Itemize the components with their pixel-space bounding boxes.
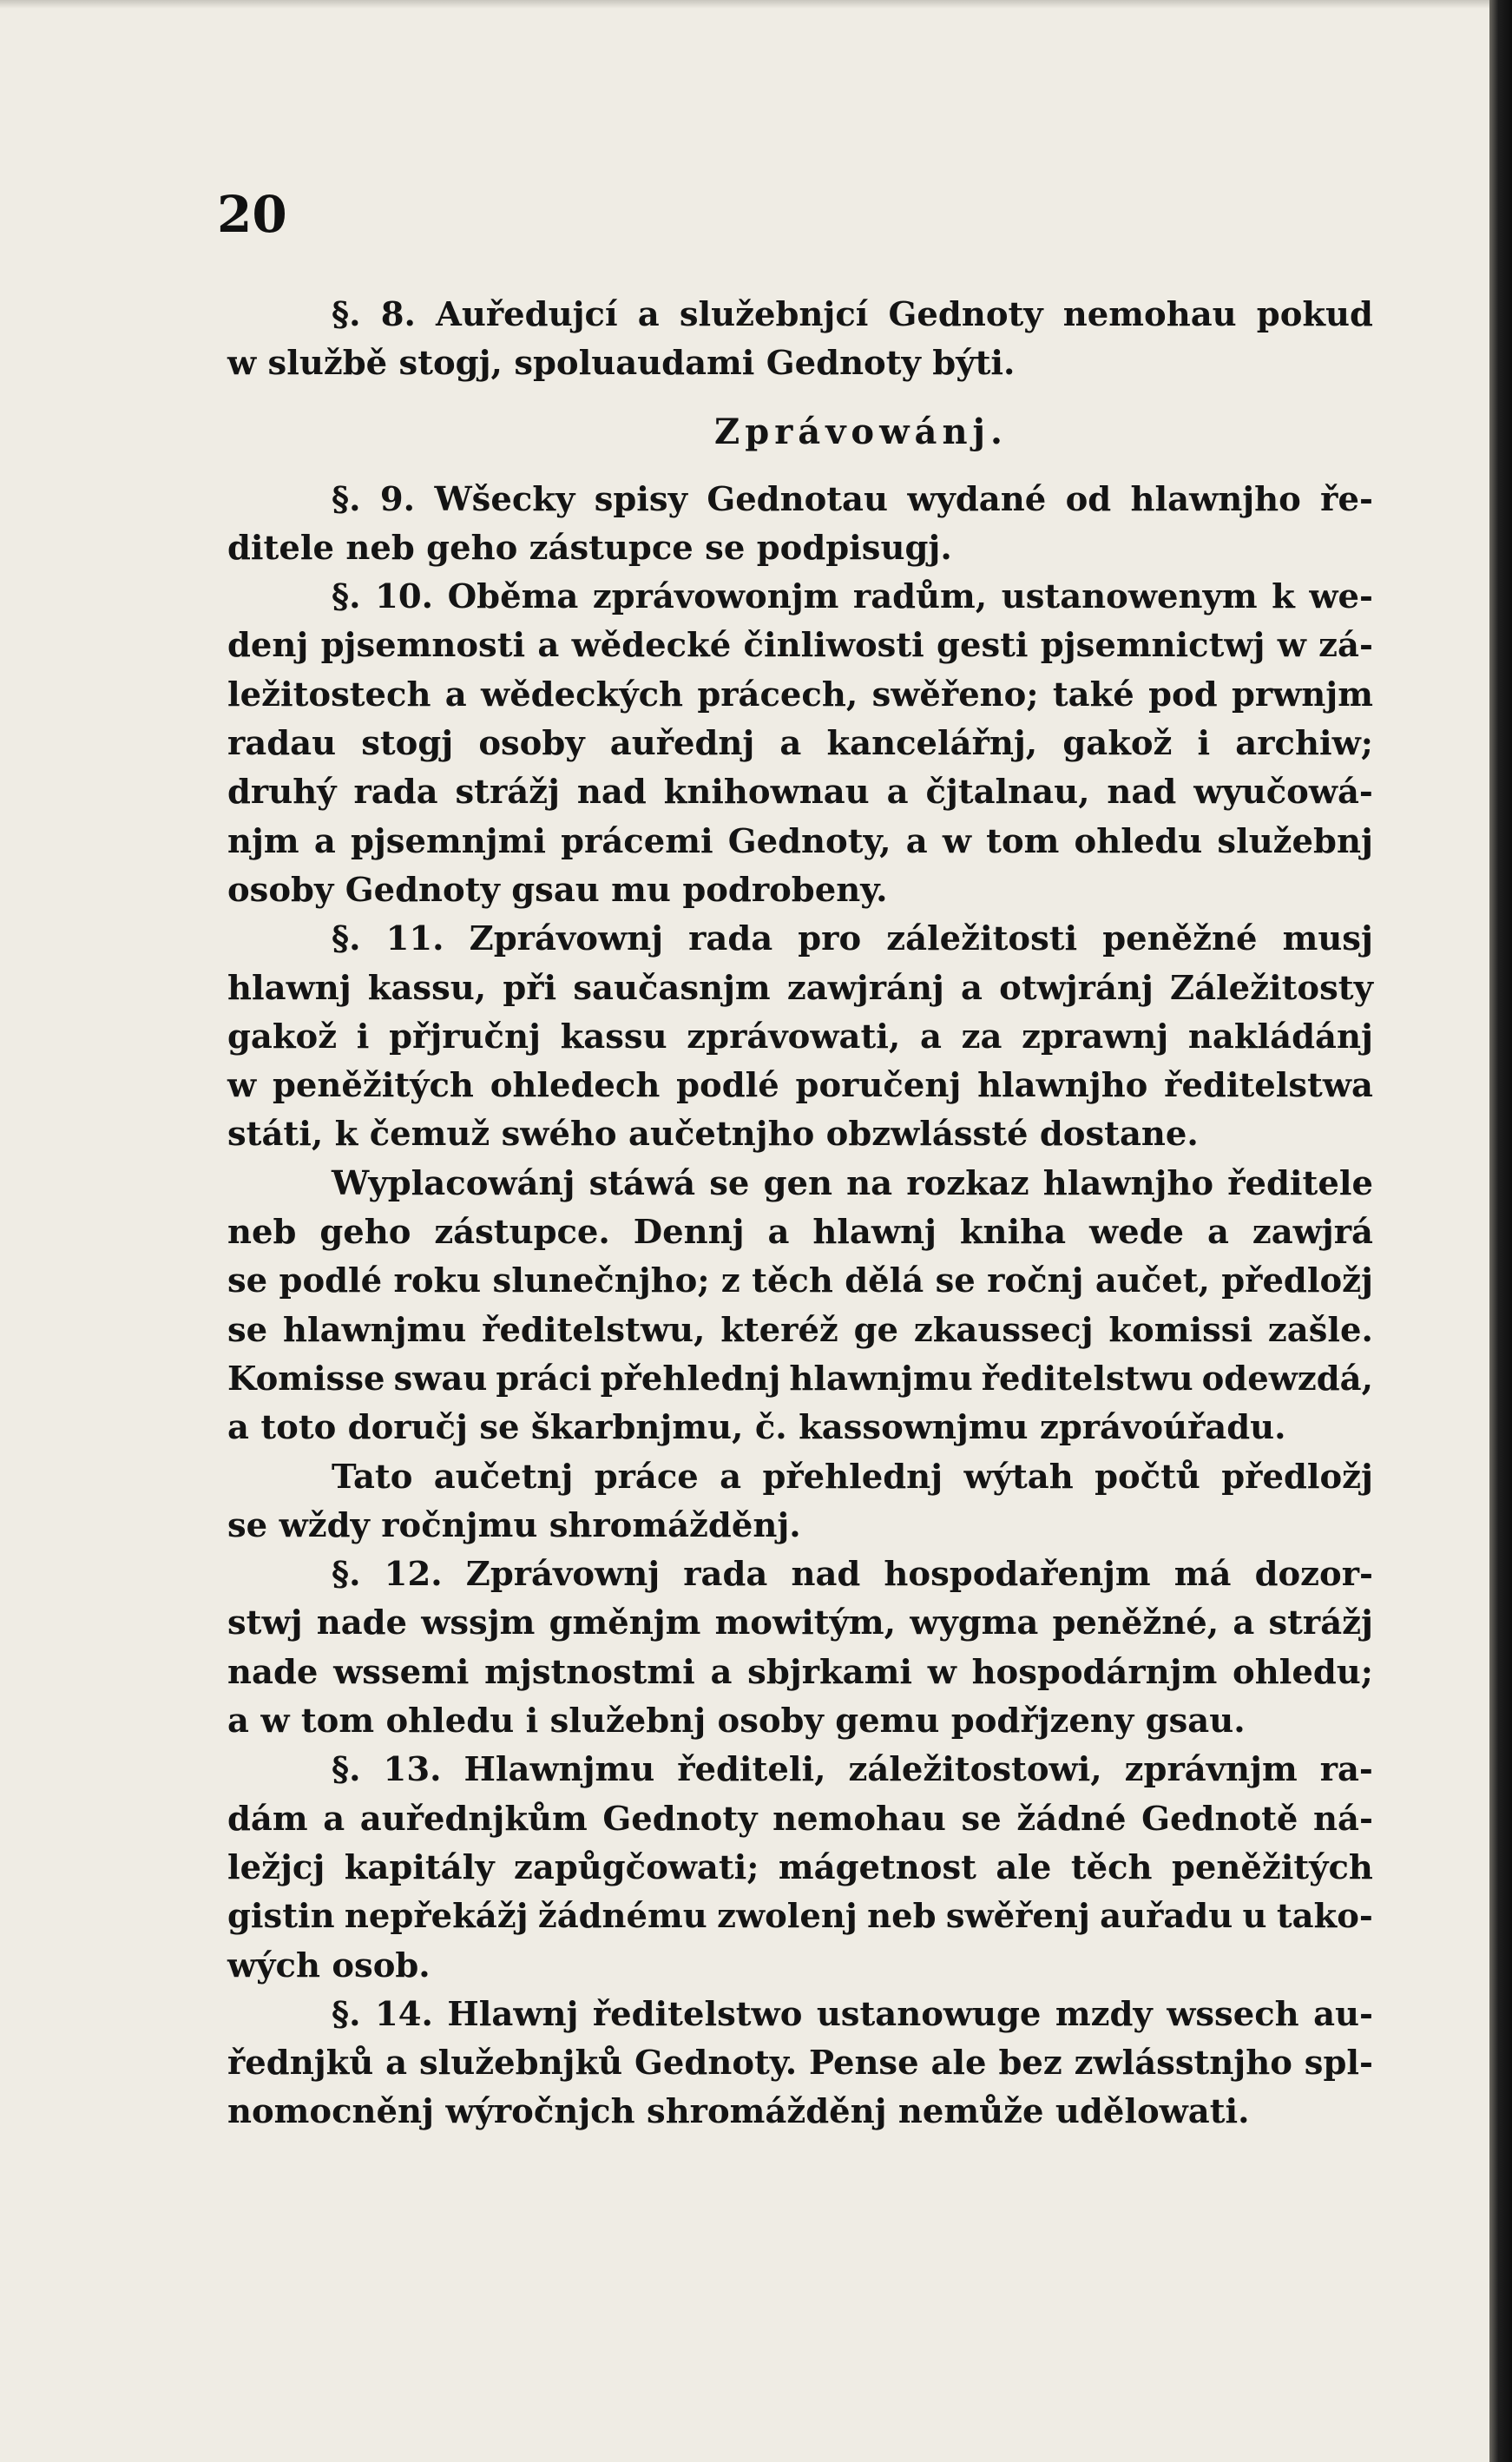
text-line: §. 11. Zprávownj rada pro záležitosti peněžné musj [332,919,1373,959]
text-line: nade wssemi mjstnostmi a sbjrkami w hospodárnjm ohledu; [227,1652,1373,1692]
text-line: se wždy ročnjmu shromážděnj. [227,1505,801,1545]
text-line: ditele neb geho zástupce se podpisugj. [227,528,952,568]
text-line: dám a auřednjkům Gednoty nemohau se žádné Gednotě ná- [227,1799,1373,1839]
text-line: státi, k čemuž swého aučetnjho obzwlássté dostane. [227,1115,1199,1155]
text-line: se podlé roku slunečnjho; z těch dělá se ročnj aučet, předložj [227,1261,1373,1301]
text-line: §. 13. Hlawnjmu řediteli, záležitostowi, zprávnjm ra- [332,1750,1373,1790]
page-binding-edge [1489,0,1512,2462]
text-line: Tato aučetnj práce a přehlednj wýtah počtů předložj [332,1457,1373,1497]
text-line: neb geho zástupce. Dennj a hlawnj kniha wede a zawjrá [227,1213,1373,1253]
text-line: stwj nade wssjm gměnjm mowitým, wygma peněžné, a strážj [227,1603,1373,1643]
text-line: osoby Gednoty gsau mu podrobeny. [227,870,888,910]
body-text [227,291,1373,2137]
text-line: Komisse swau práci přehlednj hlawnjmu ředitelstwu odewzdá, [227,1359,1373,1399]
text-line: a w tom ohledu i služebnj osoby gemu podřjzeny gsau. [227,1702,1246,1741]
text-line: a toto doručj se škarbnjmu, č. kassownjmu zprávoúřadu. [227,1408,1286,1448]
text-line: hlawnj kassu, při saučasnjm zawjránj a otwjránj Záležitosty [227,968,1373,1008]
section-heading: Zprávowánj. [714,411,1008,452]
page-number: 20 [217,185,287,244]
text-line: §. 8. Auředujcí a služebnjcí Gednoty nemohau pokud [332,295,1373,334]
text-line: w službě stogj, spoluaudami Gednoty býti. [227,344,1016,384]
text-line: nomocněnj wýročnjch shromážděnj nemůže udělowati. [227,2092,1250,2132]
text-line: ležitostech a wědeckých prácech, swěřeno; také pod prwnjm [227,675,1373,714]
text-line: wých osob. [227,1945,431,1985]
text-line: radau stogj osoby auřednj a kancelářnj, gakož i archiw; [227,724,1373,764]
text-line: se hlawnjmu ředitelstwu, kteréž ge zkaussecj komissi zašle. [227,1310,1373,1350]
text-line: ležjcj kapitály zapůgčowati; mágetnost ale těch peněžitých [227,1847,1373,1887]
text-line: njm a pjsemnjmi prácemi Gednoty, a w tom ohledu služebnj [227,821,1373,861]
text-line: gakož i přjručnj kassu zprávowati, a za zprawnj nakládánj [227,1017,1373,1057]
text-line: §. 10. Oběma zprávowonjm radům, ustanowenym k we- [332,577,1373,617]
text-line: druhý rada strážj nad knihownau a čjtalnau, nad wyučowá- [227,773,1373,813]
text-line: §. 14. Hlawnj ředitelstwo ustanowuge mzdy wssech au- [332,1994,1373,2034]
text-line: gistin nepřekážj žádnému zwolenj neb swěřenj auřadu u tako- [227,1897,1373,1937]
text-line: denj pjsemnosti a wědecké činliwosti gesti pjsemnictwj w zá- [227,626,1373,666]
text-line: §. 9. Wšecky spisy Gednotau wydané od hlawnjho ře- [332,479,1373,519]
text-line: Wyplacowánj stáwá se gen na rozkaz hlawnjho ředitele [332,1163,1373,1203]
text-line: §. 12. Zprávownj rada nad hospodařenjm má dozor- [332,1555,1373,1595]
text-line: řednjků a služebnjků Gednoty. Pense ale bez zwlásstnjho spl- [227,2044,1373,2083]
page-top-edge-shadow [0,0,1512,9]
text-line: w peněžitých ohledech podlé poručenj hlawnjho ředitelstwa [227,1066,1373,1106]
